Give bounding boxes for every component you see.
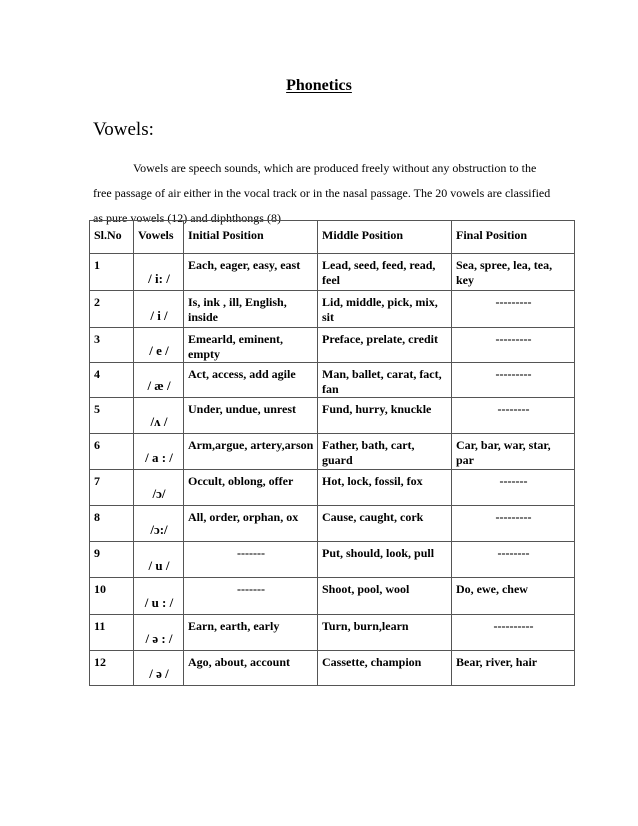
cell-vowel: /ʌ / xyxy=(134,398,184,434)
cell-sl-no: 12 xyxy=(90,651,134,686)
header-final-position: Final Position xyxy=(452,221,575,254)
cell-initial-position: Act, access, add agile xyxy=(184,363,318,398)
cell-final-position: -------- xyxy=(452,542,575,578)
table-row xyxy=(90,254,575,291)
table-row xyxy=(90,470,575,506)
cell-initial-position: ------- xyxy=(184,578,318,615)
cell-initial-position: Emearld, eminent, empty xyxy=(184,328,318,363)
cell-final-position: -------- xyxy=(452,398,575,434)
cell-sl-no: 3 xyxy=(90,328,134,363)
paragraph-text: Vowels are speech sounds, which are produced freely without any obstruction to the free passage of air either in the vocal track or in the nasal passage. The 20 vowels are classified as pure vowels (12) and diphthongs (8) xyxy=(93,161,551,225)
cell-vowel: /ɔ:/ xyxy=(134,506,184,542)
cell-initial-position: Under, undue, unrest xyxy=(184,398,318,434)
cell-final-position: --------- xyxy=(452,328,575,363)
cell-middle-position: Cassette, champion xyxy=(318,651,452,686)
cell-initial-position: Ago, about, account xyxy=(184,651,318,686)
cell-initial-position: Arm,argue, artery,arson xyxy=(184,434,318,470)
cell-final-position: --------- xyxy=(452,291,575,328)
cell-initial-position: All, order, orphan, ox xyxy=(184,506,318,542)
cell-initial-position: Is, ink , ill, English, inside xyxy=(184,291,318,328)
cell-middle-position: Man, ballet, carat, fact, fan xyxy=(318,363,452,398)
cell-vowel: / u : / xyxy=(134,578,184,615)
page-title: Phonetics xyxy=(286,77,352,94)
table-row xyxy=(90,398,575,434)
cell-sl-no: 2 xyxy=(90,291,134,328)
cell-vowel: /ɔ/ xyxy=(134,470,184,506)
cell-initial-position: Each, eager, easy, east xyxy=(184,254,318,291)
table-row xyxy=(90,651,575,686)
cell-final-position: --------- xyxy=(452,506,575,542)
cell-vowel: / e / xyxy=(134,328,184,363)
cell-initial-position: Occult, oblong, offer xyxy=(184,470,318,506)
cell-vowel: / æ / xyxy=(134,363,184,398)
table-row xyxy=(90,506,575,542)
cell-final-position: --------- xyxy=(452,363,575,398)
cell-middle-position: Put, should, look, pull xyxy=(318,542,452,578)
cell-middle-position: Preface, prelate, credit xyxy=(318,328,452,363)
cell-vowel: / u / xyxy=(134,542,184,578)
table-row xyxy=(90,578,575,615)
cell-initial-position: Earn, earth, early xyxy=(184,615,318,651)
cell-initial-position: ------- xyxy=(184,542,318,578)
cell-sl-no: 5 xyxy=(90,398,134,434)
cell-sl-no: 4 xyxy=(90,363,134,398)
header-initial-position: Initial Position xyxy=(184,221,318,254)
cell-sl-no: 6 xyxy=(90,434,134,470)
cell-middle-position: Fund, hurry, knuckle xyxy=(318,398,452,434)
cell-middle-position: Turn, burn,learn xyxy=(318,615,452,651)
cell-sl-no: 10 xyxy=(90,578,134,615)
cell-sl-no: 8 xyxy=(90,506,134,542)
table-row xyxy=(90,434,575,470)
cell-final-position: Car, bar, war, star, par xyxy=(452,434,575,470)
cell-vowel: / i: / xyxy=(134,254,184,291)
cell-middle-position: Cause, caught, cork xyxy=(318,506,452,542)
cell-middle-position: Lead, seed, feed, read, feel xyxy=(318,254,452,291)
cell-vowel: / a : / xyxy=(134,434,184,470)
table-row xyxy=(90,363,575,398)
table-header-row xyxy=(90,221,575,254)
cell-sl-no: 7 xyxy=(90,470,134,506)
cell-final-position: Bear, river, hair xyxy=(452,651,575,686)
cell-sl-no: 9 xyxy=(90,542,134,578)
cell-vowel: / ə / xyxy=(134,651,184,686)
vowels-table xyxy=(89,220,575,686)
cell-sl-no: 1 xyxy=(90,254,134,291)
cell-middle-position: Father, bath, cart, guard xyxy=(318,434,452,470)
header-middle-position: Middle Position xyxy=(318,221,452,254)
table-row xyxy=(90,542,575,578)
cell-vowel: / ə : / xyxy=(134,615,184,651)
table-body xyxy=(90,254,575,686)
cell-vowel: / i / xyxy=(134,291,184,328)
cell-middle-position: Hot, lock, fossil, fox xyxy=(318,470,452,506)
cell-final-position: Do, ewe, chew xyxy=(452,578,575,615)
cell-middle-position: Shoot, pool, wool xyxy=(318,578,452,615)
header-vowels: Vowels xyxy=(134,221,184,254)
section-heading: Vowels: xyxy=(93,119,154,140)
table-row xyxy=(90,615,575,651)
cell-final-position: ---------- xyxy=(452,615,575,651)
table-row xyxy=(90,291,575,328)
cell-sl-no: 11 xyxy=(90,615,134,651)
header-sl-no: Sl.No xyxy=(90,221,134,254)
cell-final-position: Sea, spree, lea, tea, key xyxy=(452,254,575,291)
table-row xyxy=(90,328,575,363)
cell-middle-position: Lid, middle, pick, mix, sit xyxy=(318,291,452,328)
cell-final-position: ------- xyxy=(452,470,575,506)
